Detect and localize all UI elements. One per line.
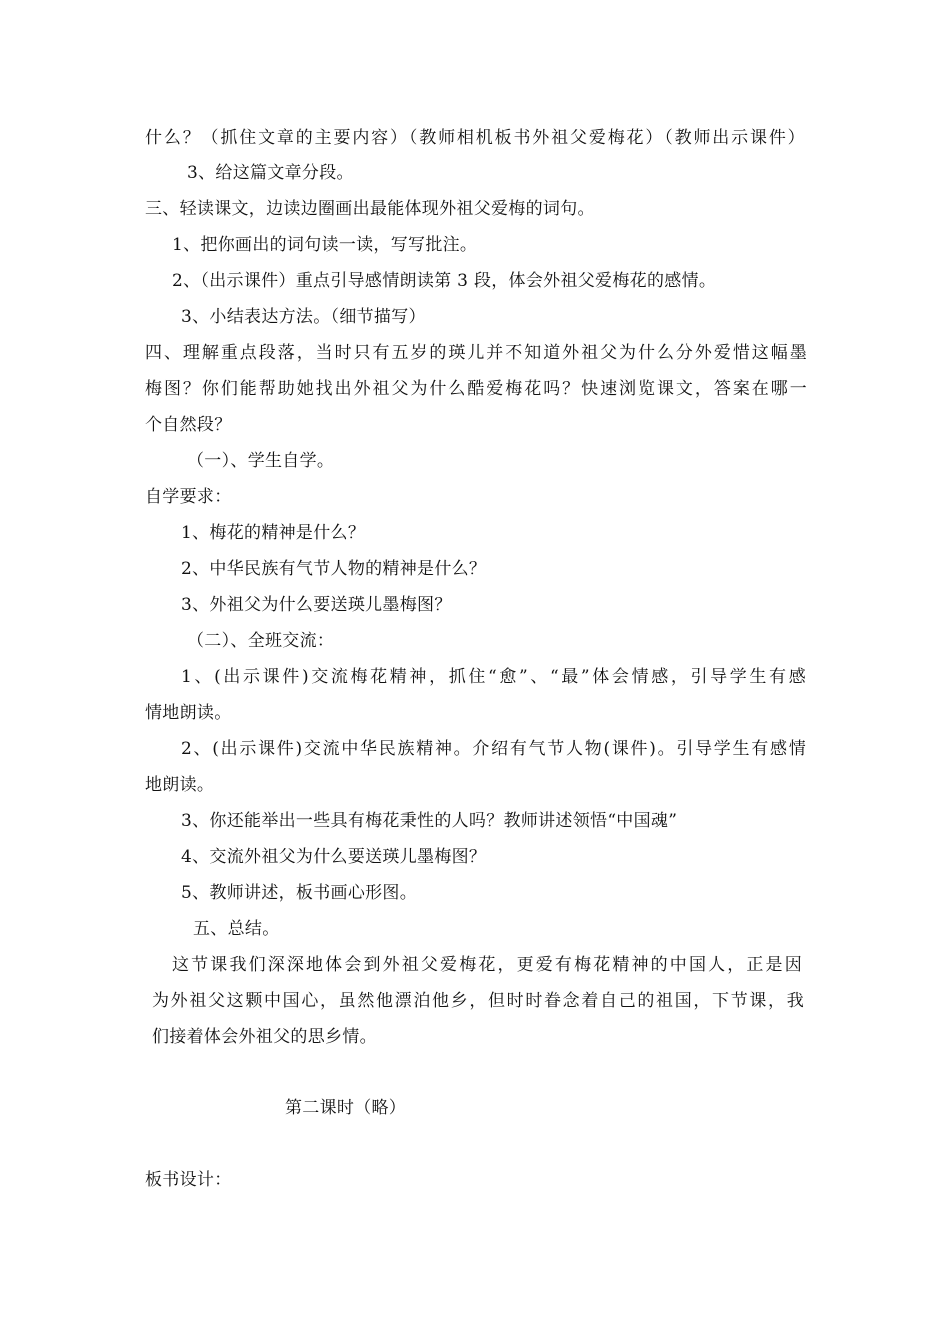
board-design-label: 板书设计： bbox=[145, 1170, 232, 1190]
text-line: 这节课我们深深地体会到外祖父爱梅花，更爱有梅花精神的中国人，正是因 bbox=[172, 955, 804, 975]
text-line: 梅图？你们能帮助她找出外祖父为什么酷爱梅花吗？快速浏览课文，答案在哪一 bbox=[145, 379, 809, 399]
lesson-title: 第二课时（略） bbox=[285, 1098, 407, 1118]
text-line: 为外祖父这颗中国心，虽然他漂泊他乡，但时时眷念着自己的祖国，下节课，我 bbox=[152, 991, 806, 1011]
subsection-heading: （一）、学生自学。 bbox=[187, 451, 335, 471]
section-heading: 四、理解重点段落，当时只有五岁的瑛儿并不知道外祖父为什么分外爱惜这幅墨 bbox=[145, 343, 809, 363]
subsection-heading: （二）、全班交流： bbox=[187, 631, 335, 651]
text-line: 什么？（抓住文章的主要内容）（教师相机板书外祖父爱梅花）（教师出示课件） bbox=[145, 128, 807, 148]
text-line: 3、小结表达方法。（细节描写） bbox=[181, 307, 426, 327]
text-line: 个自然段？ bbox=[145, 415, 232, 435]
text-line: 1、把你画出的词句读一读，写写批注。 bbox=[172, 235, 478, 255]
section-heading: 三、轻读课文，边读边圈画出最能体现外祖父爱梅的词句。 bbox=[145, 199, 595, 219]
text-line: 5、教师讲述，板书画心形图。 bbox=[181, 883, 418, 903]
text-line: 2、(出示课件)交流中华民族精神。介绍有气节人物(课件)。引导学生有感情 bbox=[181, 739, 808, 759]
text-line: 3、外祖父为什么要送瑛儿墨梅图？ bbox=[181, 595, 452, 615]
text-line: 地朗读。 bbox=[145, 775, 215, 795]
text-line: 2、中华民族有气节人物的精神是什么？ bbox=[181, 559, 487, 579]
text-line: 3、你还能举出一些具有梅花秉性的人吗？教师讲述领悟“中国魂” bbox=[181, 811, 678, 831]
text-line: 4、交流外祖父为什么要送瑛儿墨梅图？ bbox=[181, 847, 487, 867]
text-line: 2、（出示课件）重点引导感情朗读第 3 段，体会外祖父爱梅花的感情。 bbox=[172, 271, 717, 291]
text-line: 自学要求： bbox=[145, 487, 232, 507]
text-line: 们接着体会外祖父的思乡情。 bbox=[152, 1027, 377, 1047]
text-line: 1、梅花的精神是什么？ bbox=[181, 523, 366, 543]
text-line: 3、给这篇文章分段。 bbox=[187, 163, 354, 183]
section-heading: 五、总结。 bbox=[193, 919, 280, 939]
text-line: 情地朗读。 bbox=[145, 703, 232, 723]
text-line: 1、(出示课件)交流梅花精神，抓住“愈”、“最”体会情感，引导学生有感 bbox=[181, 667, 809, 687]
